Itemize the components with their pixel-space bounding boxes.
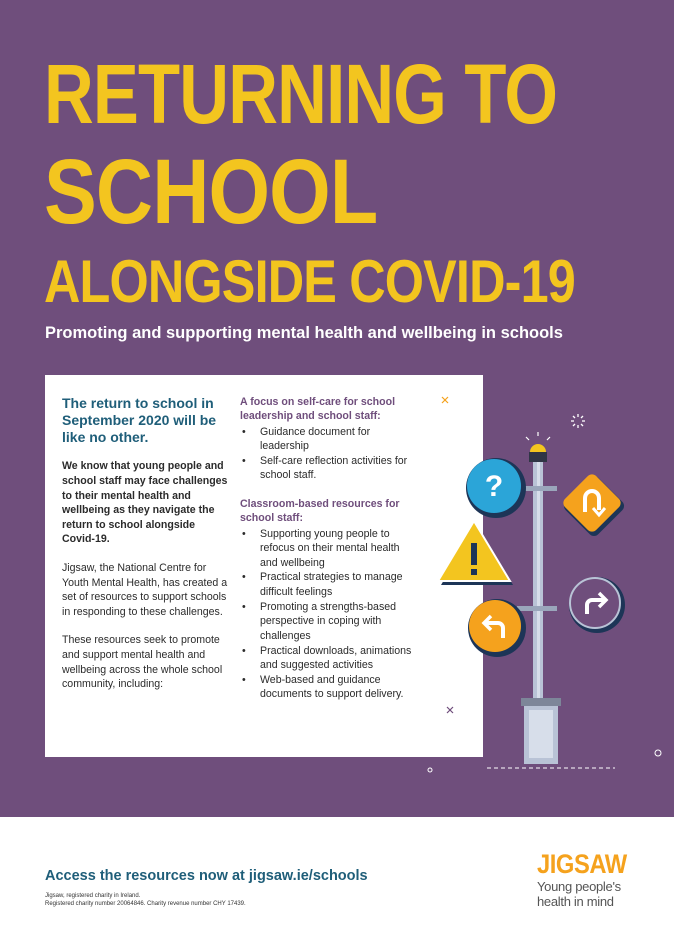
dot-icon bbox=[428, 768, 432, 772]
headline-line-3: ALONGSIDE COVID-19 bbox=[44, 248, 575, 315]
svg-text:?: ? bbox=[484, 470, 504, 503]
u-turn-sign-icon bbox=[561, 472, 627, 539]
turn-left-sign-icon bbox=[468, 599, 526, 657]
subtitle: Promoting and supporting mental health and wellbeing in schools bbox=[45, 324, 563, 342]
logo-tagline-1: Young people's bbox=[537, 879, 621, 894]
warning-light-icon bbox=[526, 432, 550, 462]
access-link[interactable]: Access the resources now at jigsaw.ie/schools bbox=[45, 868, 368, 884]
sparkle-icon bbox=[442, 397, 448, 403]
logo-tagline-2: health in mind bbox=[537, 894, 614, 909]
lead-text: The return to school in September 2020 will be like no other. bbox=[62, 395, 217, 445]
classroom-list bbox=[240, 527, 415, 702]
headline-line-1: RETURNING TO bbox=[44, 47, 558, 141]
starburst-icon bbox=[571, 414, 585, 428]
sparkle-icon bbox=[447, 707, 453, 713]
resources-paragraph: These resources seek to promote and support mental health and wellbeing across the whole school community, including: bbox=[62, 634, 223, 691]
self-care-section-title: A focus on self-care for school leadership and school staff: bbox=[240, 396, 396, 423]
warning-sign-icon bbox=[438, 521, 513, 585]
list-item: • Promoting a strengths-based perspective in coping with challenges bbox=[240, 600, 415, 644]
list-item: • Self-care reflection activities for school staff. bbox=[240, 454, 415, 483]
charity-note: Jigsaw, registered charity in Ireland. bbox=[45, 893, 141, 899]
dot-icon bbox=[655, 750, 661, 756]
signpost-illustration bbox=[425, 380, 674, 780]
info-card bbox=[45, 375, 483, 757]
card-left-column bbox=[62, 395, 230, 706]
card-right-column bbox=[240, 395, 415, 702]
list-item: • Practical downloads, animations and suggested activities bbox=[240, 644, 415, 673]
list-item: • Practical strategies to manage difficult feelings bbox=[240, 570, 415, 599]
charity-numbers: Registered charity number 20064846. Charity revenue number CHY 17439. bbox=[45, 901, 246, 907]
list-item: • Supporting young people to refocus on their mental health and wellbeing bbox=[240, 527, 415, 571]
question-sign-icon bbox=[466, 458, 526, 518]
list-item: • Guidance document for leadership bbox=[240, 425, 415, 454]
footer-panel bbox=[0, 817, 674, 949]
self-care-list bbox=[240, 425, 415, 483]
headline-line-2: SCHOOL bbox=[44, 141, 378, 243]
turn-right-sign-icon bbox=[569, 577, 625, 633]
jigsaw-logo: JIGSAW bbox=[537, 849, 627, 879]
list-item: • Web-based and guidance documents to support delivery. bbox=[240, 673, 415, 702]
about-paragraph: Jigsaw, the National Centre for Youth Mental Health, has created a set of resources to support schools in responding to these challenges. bbox=[62, 562, 228, 618]
intro-paragraph: We know that young people and school staff may face challenges to their mental health and wellbeing as they navigate the return to school alongside Covid-19. bbox=[62, 460, 228, 546]
classroom-section-title: Classroom-based resources for school staff: bbox=[240, 498, 400, 525]
